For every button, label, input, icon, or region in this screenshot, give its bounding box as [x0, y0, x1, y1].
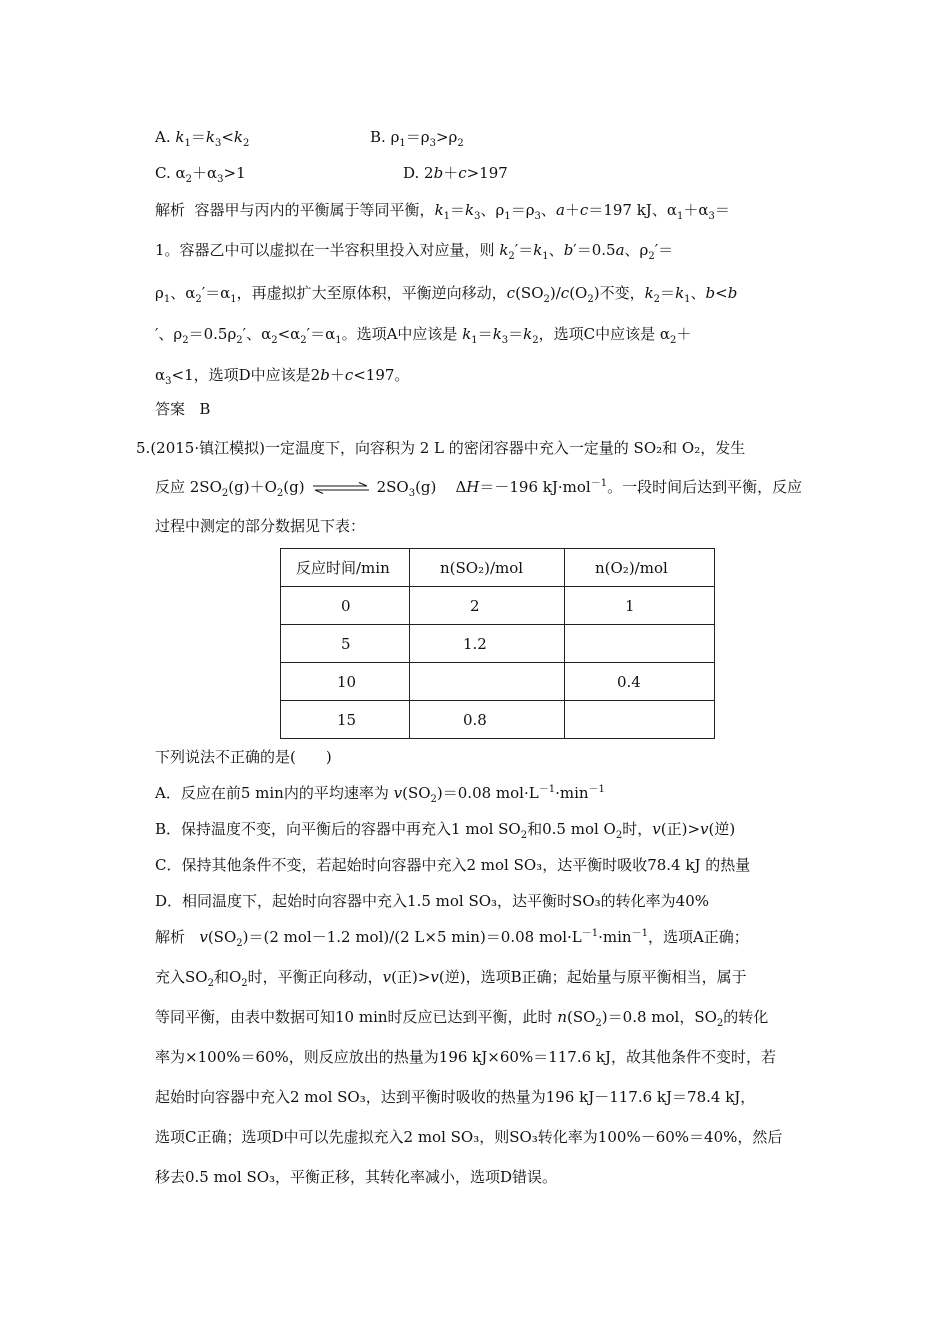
table-cell — [565, 625, 715, 663]
option-c: C．保持其他条件不变，若起始时向容器中充入2 mol SO₃，达平衡时吸收78.4 kJ 的热量 — [155, 856, 751, 874]
table-cell: 1.2 — [410, 625, 565, 663]
table-cell: 0.4 — [565, 663, 715, 701]
question-5-stem-line3: 过程中测定的部分数据见下表： — [155, 517, 366, 535]
option-a: A．反应在前5 min内的平均速率为 $v(SO_2)=0.08$ $mol\cdot L^{-1}\cdot\min^{-1}$ — [155, 784, 605, 805]
option-c-prev: C. $\alpha_2+\alpha_3>1$ — [155, 164, 246, 185]
explanation-line4: 率为×100%＝60%，则反应放出的热量为196 kJ×60%＝117.6 kJ，故其他条件不变时，若 — [155, 1048, 777, 1066]
option-b-prev: B. $\rho_1=\rho_3>\rho_2$ — [370, 128, 464, 149]
explanation-line7: 移去0.5 mol SO₃，平衡正移，其转化率减小，选项D错误。 — [155, 1168, 558, 1186]
explanation-line6: 选项C正确；选项D中可以先虚拟充入2 mol SO₃，则SO₃转化率为100%－60%＝40%，然后 — [155, 1128, 783, 1146]
prev-explanation-line4: ′、$\rho_2=0.5\rho_2'$、$\alpha_2<\alpha_2'=\alpha_1$。选项A中应该是 $k_1=k_3=k_2$，选项C中应该是 $\alpha_2+$ — [155, 325, 692, 346]
table-cell: 0.8 — [410, 701, 565, 739]
table-row — [281, 663, 715, 701]
table-header: n(SO₂)/mol — [410, 549, 565, 587]
prev-explanation-line3: $\rho_1$、$\alpha_2'=\alpha_1$，再虚拟扩大至原体积，平衡逆向移动，$c(SO_2)/c(O_2)$不变，$k_2=k_1$、b<b — [155, 284, 738, 305]
data-table — [280, 548, 715, 739]
question-5-stem-line1: 5.(2015·镇江模拟)一定温度下，向容积为 2 L 的密闭容器中充入一定量的 SO₂和 O₂，发生 — [136, 439, 746, 457]
explanation-line2: 充入$SO_2$和$O_2$时，平衡正向移动，v(正)>v(逆)，选项B正确；起始量与原平衡相当，属于 — [155, 968, 747, 989]
table-header: 反应时间/min — [281, 549, 410, 587]
option-a-prev: A. $k_1=k_3<k_2$ — [155, 128, 250, 149]
prev-explanation-line5: $\alpha_3<1$，选项D中应该是2b＋c<197。 — [155, 366, 410, 387]
explanation-line3: 等同平衡，由表中数据可知10 min时反应已达到平衡，此时 $n(SO_2)=0.8$ mol，$SO_2$的转化 — [155, 1008, 769, 1029]
option-b: B．保持温度不变，向平衡后的容器中再充入1 mol $SO_2$和0.5 mol $O_2$时，v(正)>v(逆) — [155, 820, 736, 841]
explanation-line1: 解析 $v(SO_2)=(2$ mol－1.2 mol)/(2 L×5 min)＝0.08 $mol\cdot L^{-1}\cdot\min^{-1}$，选项A正确； — [155, 928, 749, 949]
table-cell: 5 — [281, 625, 410, 663]
table-cell: 1 — [565, 587, 715, 625]
table-row — [281, 587, 715, 625]
prev-answer: 答案 B — [155, 400, 211, 418]
option-d-prev: D. 2b＋c>197 — [403, 164, 508, 182]
table-cell: 2 — [410, 587, 565, 625]
table-header: n(O₂)/mol — [565, 549, 715, 587]
table-cell — [565, 701, 715, 739]
explanation-line5: 起始时向容器中充入2 mol SO₃，达到平衡时吸收的热量为196 kJ－117.6 kJ＝78.4 kJ， — [155, 1088, 756, 1106]
question-5-stem-line2: 反应 $2SO_2(g)+O_2(g)$ $2SO_3(g)$ ΔH＝－196 kJ·mol$^{-1}$。一段时间后达到平衡，反应 — [155, 478, 803, 499]
table-cell — [410, 663, 565, 701]
prev-explanation-line1: 解析 容器甲与丙内的平衡属于等同平衡，$k_1=k_3$、$\rho_1=\rho_3$、a＋c＝197 kJ、$\alpha_1+\alpha_3=$ — [155, 201, 730, 222]
option-d: D．相同温度下，起始时向容器中充入1.5 mol SO₃，达平衡时SO₃的转化率为40% — [155, 892, 709, 910]
prev-explanation-line2: 1。容器乙中可以虚拟在一半容积里投入对应量，则 $k_2'=k_1$、b′＝0.5a、$\rho_2'=$ — [155, 241, 674, 262]
table-cell: 0 — [281, 587, 410, 625]
table-header-row — [281, 549, 715, 587]
equilibrium-arrow-icon — [311, 482, 371, 494]
question-5-prompt: 下列说法不正确的是( ) — [155, 748, 332, 766]
table-cell: 10 — [281, 663, 410, 701]
table-cell: 15 — [281, 701, 410, 739]
table-row — [281, 625, 715, 663]
table-row — [281, 701, 715, 739]
